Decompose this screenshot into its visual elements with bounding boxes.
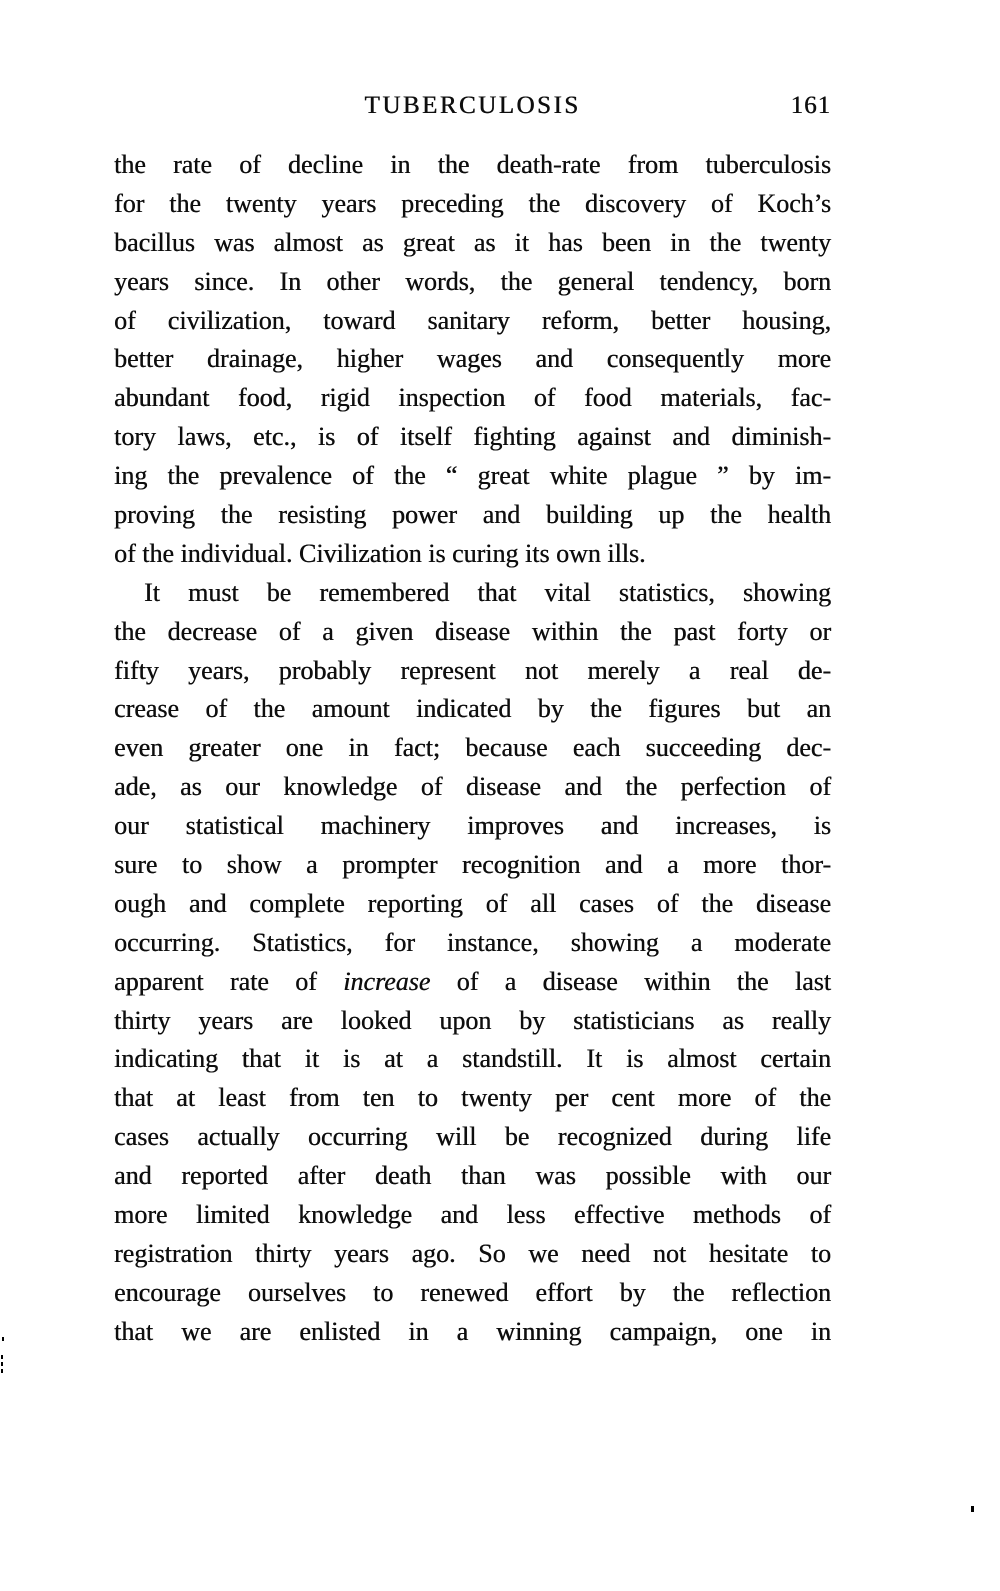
text-segment: and reported after death than was possible with our xyxy=(114,1161,831,1191)
text-line xyxy=(114,1079,831,1118)
text-line xyxy=(114,302,831,341)
text-segment: encourage ourselves to renewed effort by the reflection xyxy=(114,1277,831,1307)
paragraph xyxy=(114,574,831,1352)
text-line xyxy=(114,457,831,496)
running-head-title: TUBERCULOSIS xyxy=(364,92,581,119)
body-text xyxy=(114,146,831,1352)
scan-artifact-dot xyxy=(2,1337,4,1341)
text-segment: abundant food, rigid inspection of food materials, fac- xyxy=(114,383,831,413)
text-segment: thirty years are looked upon by statisticians as really xyxy=(114,1005,831,1035)
text-segment: ade, as our knowledge of disease and the perfection of xyxy=(114,772,831,802)
text-line xyxy=(114,1313,831,1352)
text-line xyxy=(114,1040,831,1079)
text-line xyxy=(114,418,831,457)
text-line xyxy=(114,224,831,263)
text-line xyxy=(114,807,831,846)
text-segment: sure to show a prompter recognition and a more thor- xyxy=(114,850,831,880)
text-line xyxy=(114,185,831,224)
text-segment: of a disease within the last xyxy=(430,966,831,996)
text-line xyxy=(114,1235,831,1274)
text-segment: indicating that it is at a standstill. It is almost certain xyxy=(114,1044,831,1074)
text-segment: ough and complete reporting of all cases of the disease xyxy=(114,888,831,918)
text-line xyxy=(114,1274,831,1313)
text-segment: better drainage, higher wages and consequently more xyxy=(114,344,831,374)
text-line xyxy=(114,885,831,924)
text-segment: occurring. Statistics, for instance, showing a moderate xyxy=(114,927,831,957)
text-line xyxy=(114,574,831,613)
text-segment: the decrease of a given disease within the past forty or xyxy=(114,616,831,646)
text-segment: of the individual. Civilization is curing its own ills. xyxy=(114,538,646,568)
text-segment: proving the resisting power and building up the health xyxy=(114,500,831,530)
text-line xyxy=(114,1157,831,1196)
text-line xyxy=(114,496,831,535)
text-segment: the rate of decline in the death-rate from tuberculosis xyxy=(114,150,831,179)
text-line xyxy=(114,846,831,885)
text-line xyxy=(114,690,831,729)
scan-artifact-speck xyxy=(971,1506,974,1512)
text-line xyxy=(114,535,831,574)
text-line xyxy=(114,768,831,807)
text-segment: that we are enlisted in a winning campaign, one in xyxy=(114,1316,831,1346)
text-segment: ing the prevalence of the “ great white plague ” by im- xyxy=(114,461,831,491)
text-line xyxy=(114,379,831,418)
paragraph xyxy=(114,146,831,574)
text-segment: cases actually occurring will be recognized during life xyxy=(114,1122,831,1152)
text-segment: fifty years, probably represent not merely a real de- xyxy=(114,655,831,685)
text-line xyxy=(114,340,831,379)
text-line xyxy=(114,146,831,185)
text-line xyxy=(114,1002,831,1041)
text-line xyxy=(114,1196,831,1235)
text-line xyxy=(114,729,831,768)
text-segment: crease of the amount indicated by the figures but an xyxy=(114,694,831,724)
text-segment: more limited knowledge and less effective methods of xyxy=(114,1200,831,1230)
running-header xyxy=(114,92,831,126)
text-segment: It must be remembered that vital statistics, showing xyxy=(144,577,831,607)
scan-artifact-dashes xyxy=(1,1355,3,1375)
text-line xyxy=(114,924,831,963)
text-segment: apparent rate of xyxy=(114,966,344,996)
text-line xyxy=(114,1118,831,1157)
text-segment: our statistical machinery improves and increases, is xyxy=(114,811,831,841)
text-line xyxy=(114,652,831,691)
text-segment: even greater one in fact; because each succeeding dec- xyxy=(114,733,831,763)
text-line xyxy=(114,263,831,302)
text-segment: tory laws, etc., is of itself fighting against and diminish- xyxy=(114,422,831,452)
text-segment: of civilization, toward sanitary reform, better housing, xyxy=(114,305,831,335)
text-line xyxy=(114,613,831,652)
text-segment: bacillus was almost as great as it has been in the twenty xyxy=(114,227,831,257)
text-segment: that at least from ten to twenty per cent more of the xyxy=(114,1083,831,1113)
text-segment: registration thirty years ago. So we need not hesitate to xyxy=(114,1238,831,1268)
text-segment: for the twenty years preceding the discovery of Koch’s xyxy=(114,188,831,218)
page-number: 161 xyxy=(790,92,831,119)
text-segment: years since. In other words, the general tendency, born xyxy=(114,266,831,296)
italic-text: increase xyxy=(343,966,431,996)
text-line xyxy=(114,963,831,1002)
